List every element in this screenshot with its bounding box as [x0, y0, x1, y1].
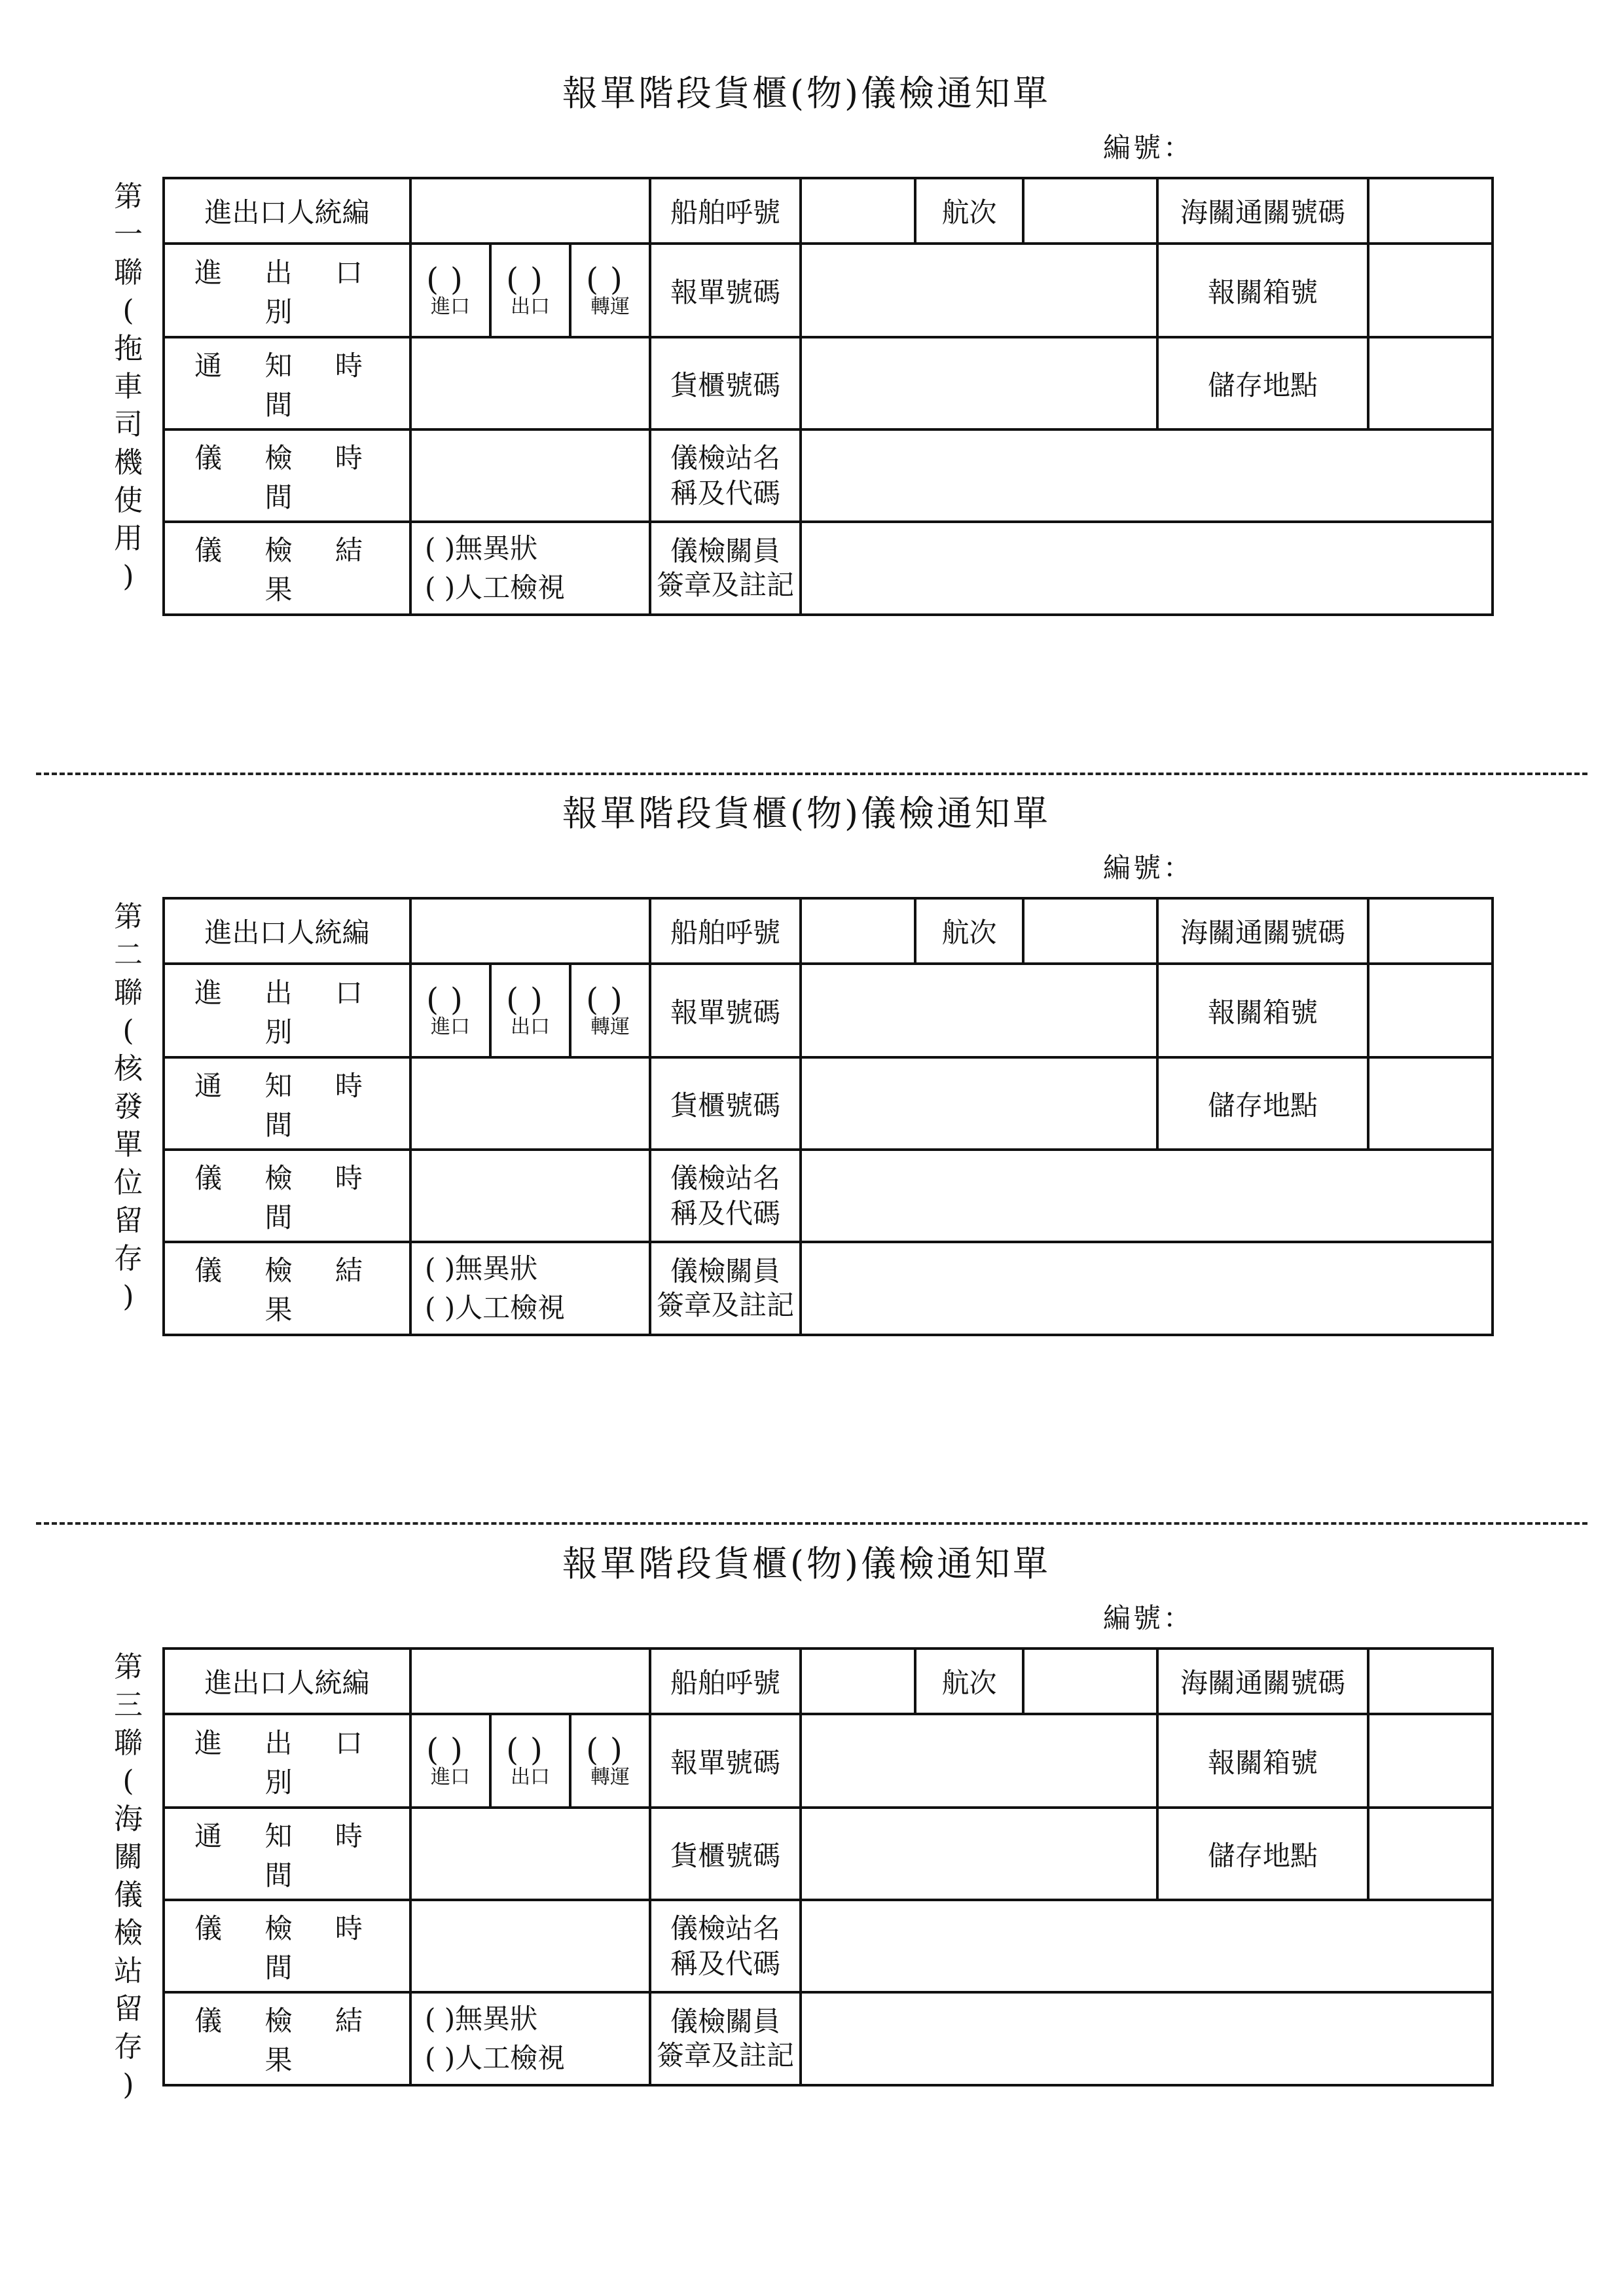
copy-label-char: 海	[114, 1802, 143, 1836]
container-no-label: 貨櫃號碼	[650, 337, 801, 429]
voyage-label: 航次	[915, 1649, 1023, 1714]
station-name-code-field[interactable]	[801, 1150, 1493, 1242]
container-no-field[interactable]	[801, 1808, 1157, 1900]
container-no-field[interactable]	[801, 337, 1157, 429]
notice-time-field[interactable]	[410, 1057, 650, 1150]
notice-time-field[interactable]	[410, 337, 650, 429]
customs-clearance-code-field[interactable]	[1368, 178, 1493, 244]
declarant-box-label: 報關箱號	[1157, 244, 1368, 337]
officer-signature-field[interactable]	[801, 522, 1493, 615]
copy-label-char: 二	[114, 938, 143, 972]
inspection-time-field[interactable]	[410, 1150, 650, 1242]
copy-label-char: 核	[114, 1052, 143, 1085]
checkbox-parenthesis: ()	[506, 981, 554, 1018]
copy-label-char: 聯	[114, 976, 143, 1010]
inspection-time-label: 儀 檢 時 間	[164, 429, 410, 522]
checkbox-parenthesis: ()	[586, 261, 634, 298]
declarant-box-field[interactable]	[1368, 1714, 1493, 1808]
station-name-code-label	[650, 1900, 801, 1992]
officer-label-line2: 簽章及註記	[657, 2039, 795, 2071]
copy-label-char: (	[122, 1014, 134, 1048]
checkbox-parenthesis: ()	[426, 1731, 475, 1768]
copy-label-char: 儀	[114, 1878, 143, 1912]
vessel-call-sign-label: 船舶呼號	[650, 1649, 801, 1714]
officer-label-line1: 儀檢關員	[670, 535, 781, 567]
io-transit-option[interactable]	[569, 965, 649, 1056]
form-row	[164, 1649, 1493, 1714]
io-type-options	[410, 1714, 650, 1808]
io-type-label: 進 出 口 別	[164, 1714, 410, 1808]
io-export-option[interactable]	[489, 965, 569, 1056]
declarant-box-field[interactable]	[1368, 244, 1493, 337]
voyage-label: 航次	[915, 178, 1023, 244]
io-import-label: 進口	[431, 1765, 470, 1789]
copy-label-char: 機	[114, 446, 143, 479]
copy-label-char: 位	[114, 1166, 143, 1199]
notice-form-section	[0, 1470, 1613, 2191]
inspection-result-options	[410, 1992, 650, 2085]
declaration-no-field[interactable]	[801, 964, 1157, 1057]
copy-label-char: 拖	[114, 332, 143, 365]
voyage-field[interactable]	[1023, 898, 1157, 964]
vessel-call-sign-label: 船舶呼號	[650, 178, 801, 244]
form-row	[164, 429, 1493, 522]
declarant-box-label: 報關箱號	[1157, 1714, 1368, 1808]
copy-label-char: (	[122, 1764, 134, 1798]
form-row	[164, 244, 1493, 337]
copy-label-char: 留	[114, 1204, 143, 1237]
form-title: 報單階段貨櫃(物)儀檢通知單	[562, 793, 1051, 834]
copy-label-char: 司	[114, 408, 143, 441]
importer-id-field[interactable]	[410, 898, 650, 964]
customs-clearance-code-label: 海關通關號碼	[1157, 178, 1368, 244]
io-type-label: 進 出 口 別	[164, 964, 410, 1057]
notice-time-label: 通 知 時 間	[164, 337, 410, 429]
copy-label-char: 發	[114, 1090, 143, 1123]
serial-number-label: 編號：	[1103, 852, 1194, 884]
io-type-label: 進 出 口 別	[164, 244, 410, 337]
form-row	[164, 1900, 1493, 1992]
officer-signature-field[interactable]	[801, 1992, 1493, 2085]
copy-label-char: 單	[114, 1128, 143, 1161]
io-export-option[interactable]	[489, 245, 569, 336]
io-import-label: 進口	[431, 295, 470, 318]
copy-label-char: 留	[114, 1992, 143, 2026]
declaration-no-label: 報單號碼	[650, 964, 801, 1057]
inspection-form-table	[162, 177, 1494, 616]
form-row	[164, 522, 1493, 615]
cut-line-divider	[36, 1522, 1587, 1525]
copy-label-char: 一	[114, 218, 143, 251]
copy-label	[105, 178, 152, 596]
form-row	[164, 1150, 1493, 1242]
form-row	[164, 964, 1493, 1057]
copy-label-char: 存	[114, 2030, 143, 2064]
form-row	[164, 1714, 1493, 1808]
checkbox-parenthesis: ()	[506, 261, 554, 298]
copy-label	[105, 898, 152, 1316]
importer-id-label: 進出口人統編	[164, 178, 410, 244]
io-export-label: 出口	[511, 1765, 550, 1789]
importer-id-field[interactable]	[410, 178, 650, 244]
checkbox-parenthesis: ()	[506, 1731, 554, 1768]
officer-label-line2: 簽章及註記	[657, 1289, 795, 1321]
copy-label-char: (	[122, 294, 134, 327]
vessel-call-sign-label: 船舶呼號	[650, 898, 801, 964]
inspection-form-table	[162, 897, 1494, 1336]
declarant-box-label: 報關箱號	[1157, 964, 1368, 1057]
io-transit-label: 轉運	[590, 295, 630, 318]
inspection-time-field[interactable]	[410, 1900, 650, 1992]
inspection-time-label: 儀 檢 時 間	[164, 1900, 410, 1992]
io-type-options	[410, 964, 650, 1057]
inspection-result-label: 儀 檢 結 果	[164, 1992, 410, 2085]
checkbox-parenthesis: ()	[586, 1731, 634, 1768]
notice-form-section	[0, 720, 1613, 1440]
storage-place-label: 儲存地點	[1157, 337, 1368, 429]
result-manual-inspection-option[interactable]: ( )人工檢視	[425, 2042, 566, 2074]
station-label-line2: 稱及代碼	[670, 477, 781, 509]
checkbox-parenthesis: ()	[426, 261, 475, 298]
copy-label-char: 站	[114, 1954, 143, 1988]
io-transit-label: 轉運	[590, 1765, 630, 1789]
notice-time-label: 通 知 時 間	[164, 1808, 410, 1900]
inspection-result-label: 儀 檢 結 果	[164, 522, 410, 615]
notice-time-field[interactable]	[410, 1808, 650, 1900]
copy-label-char: 第	[114, 1650, 143, 1684]
copy-label-char: 關	[114, 1840, 143, 1874]
customs-clearance-code-label: 海關通關號碼	[1157, 898, 1368, 964]
declaration-no-field[interactable]	[801, 244, 1157, 337]
station-label-line2: 稱及代碼	[670, 1197, 781, 1230]
copy-label	[105, 1649, 152, 2104]
copy-label-char: 聯	[114, 256, 143, 289]
station-label-line1: 儀檢站名	[670, 1161, 781, 1194]
copy-label-char: 聯	[114, 1726, 143, 1760]
io-transit-option[interactable]	[569, 1715, 649, 1806]
result-no-abnormality-option[interactable]: ( )無異狀	[425, 2003, 538, 2035]
io-export-label: 出口	[511, 1015, 550, 1038]
form-row	[164, 337, 1493, 429]
declarant-box-field[interactable]	[1368, 964, 1493, 1057]
copy-label-char: )	[122, 1280, 134, 1313]
form-row	[164, 1057, 1493, 1150]
inspection-time-field[interactable]	[410, 429, 650, 522]
inspection-form-table	[162, 1647, 1494, 2086]
station-label-line2: 稱及代碼	[670, 1947, 781, 1980]
io-export-label: 出口	[511, 295, 550, 318]
storage-place-label: 儲存地點	[1157, 1808, 1368, 1900]
form-title: 報單階段貨櫃(物)儀檢通知單	[562, 1543, 1051, 1584]
io-transit-label: 轉運	[590, 1015, 630, 1038]
importer-id-label: 進出口人統編	[164, 898, 410, 964]
checkbox-parenthesis: ()	[426, 981, 475, 1018]
checkbox-parenthesis: ()	[586, 981, 634, 1018]
officer-label-line1: 儀檢關員	[670, 2005, 781, 2037]
container-no-label: 貨櫃號碼	[650, 1057, 801, 1150]
officer-signature-label	[650, 1242, 801, 1335]
officer-label-line1: 儀檢關員	[670, 1255, 781, 1287]
station-label-line1: 儀檢站名	[670, 441, 781, 474]
io-transit-option[interactable]	[569, 245, 649, 336]
io-import-option[interactable]	[412, 1715, 489, 1806]
station-label-line1: 儀檢站名	[670, 1912, 781, 1944]
result-no-abnormality-option[interactable]: ( )無異狀	[425, 532, 538, 564]
result-manual-inspection-option[interactable]: ( )人工檢視	[425, 1292, 566, 1324]
notice-form-section	[0, 0, 1613, 720]
cut-line-divider	[36, 773, 1587, 775]
officer-signature-field[interactable]	[801, 1242, 1493, 1335]
vessel-call-sign-field[interactable]	[801, 898, 915, 964]
storage-place-label: 儲存地點	[1157, 1057, 1368, 1150]
customs-clearance-code-field[interactable]	[1368, 1649, 1493, 1714]
storage-place-field[interactable]	[1368, 337, 1493, 429]
copy-label-char: )	[122, 560, 134, 593]
importer-id-field[interactable]	[410, 1649, 650, 1714]
importer-id-label: 進出口人統編	[164, 1649, 410, 1714]
copy-label-char: 存	[114, 1242, 143, 1275]
form-row	[164, 1808, 1493, 1900]
container-no-field[interactable]	[801, 1057, 1157, 1150]
form-row	[164, 1992, 1493, 2085]
result-no-abnormality-option[interactable]: ( )無異狀	[425, 1252, 538, 1285]
vessel-call-sign-field[interactable]	[801, 1649, 915, 1714]
copy-label-char: )	[122, 2068, 134, 2102]
io-export-option[interactable]	[489, 1715, 569, 1806]
storage-place-field[interactable]	[1368, 1808, 1493, 1900]
declaration-no-label: 報單號碼	[650, 1714, 801, 1808]
io-import-label: 進口	[431, 1015, 470, 1038]
serial-number-label: 編號：	[1103, 1602, 1194, 1634]
voyage-field[interactable]	[1023, 178, 1157, 244]
result-manual-inspection-option[interactable]: ( )人工檢視	[425, 572, 566, 604]
officer-signature-label	[650, 1992, 801, 2085]
form-row	[164, 1242, 1493, 1335]
inspection-result-options	[410, 1242, 650, 1335]
officer-signature-label	[650, 522, 801, 615]
copy-label-char: 檢	[114, 1916, 143, 1950]
station-name-code-label	[650, 429, 801, 522]
declaration-no-field[interactable]	[801, 1714, 1157, 1808]
copy-label-char: 用	[114, 522, 143, 555]
customs-clearance-code-label: 海關通關號碼	[1157, 1649, 1368, 1714]
vessel-call-sign-field[interactable]	[801, 178, 915, 244]
declaration-no-label: 報單號碼	[650, 244, 801, 337]
inspection-result-label: 儀 檢 結 果	[164, 1242, 410, 1335]
copy-label-char: 三	[114, 1688, 143, 1722]
io-import-option[interactable]	[412, 245, 489, 336]
copy-label-char: 車	[114, 370, 143, 403]
station-name-code-field[interactable]	[801, 429, 1493, 522]
notice-time-label: 通 知 時 間	[164, 1057, 410, 1150]
form-row	[164, 178, 1493, 244]
storage-place-field[interactable]	[1368, 1057, 1493, 1150]
serial-number-label: 編號：	[1103, 132, 1194, 164]
container-no-label: 貨櫃號碼	[650, 1808, 801, 1900]
copy-label-char: 使	[114, 484, 143, 517]
voyage-label: 航次	[915, 898, 1023, 964]
form-row	[164, 898, 1493, 964]
copy-label-char: 第	[114, 180, 143, 213]
voyage-field[interactable]	[1023, 1649, 1157, 1714]
inspection-result-options	[410, 522, 650, 615]
form-title: 報單階段貨櫃(物)儀檢通知單	[562, 73, 1051, 114]
io-type-options	[410, 244, 650, 337]
officer-label-line2: 簽章及註記	[657, 569, 795, 601]
copy-label-char: 第	[114, 900, 143, 934]
station-name-code-label	[650, 1150, 801, 1242]
io-import-option[interactable]	[412, 965, 489, 1056]
customs-clearance-code-field[interactable]	[1368, 898, 1493, 964]
inspection-time-label: 儀 檢 時 間	[164, 1150, 410, 1242]
station-name-code-field[interactable]	[801, 1900, 1493, 1992]
